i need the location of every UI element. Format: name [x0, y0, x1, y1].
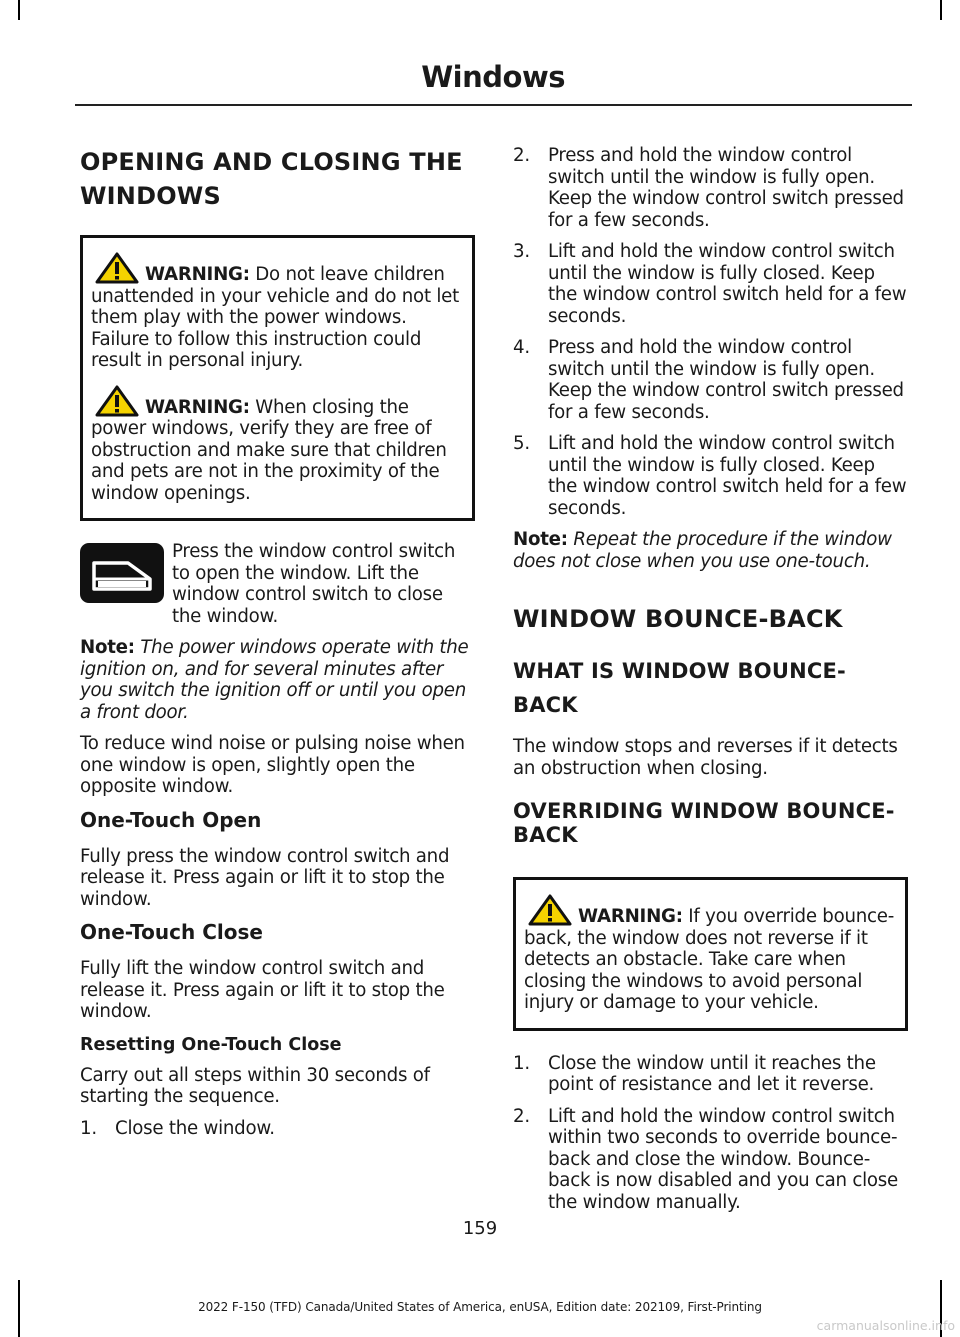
resetting-paragraph: Carry out all steps within 30 seconds of starting the sequence. — [80, 1064, 430, 1107]
override-steps-list — [513, 1053, 908, 1214]
warning-label: WARNING: — [145, 396, 250, 418]
step-text: Close the window. — [115, 1117, 275, 1139]
list-item — [513, 337, 908, 423]
step-text: Lift and hold the window control switch until the window is fully closed. Keep the window control switch held for a few seconds. — [548, 433, 907, 519]
step-text: Close the window until it reaches the point of resistance and let it reverse. — [548, 1052, 876, 1095]
window-switch-icon — [80, 543, 164, 603]
window-control-block — [80, 541, 475, 627]
warning-text: When closing the power windows, verify they are free of obstruction and make sure that children and pets are not in the proximity of the window openings. — [91, 396, 447, 504]
one-touch-close-paragraph: Fully lift the window control switch and release it. Press again or lift it to stop the window. — [80, 958, 445, 1022]
page-title: Windows — [421, 60, 565, 94]
step-number: 3. — [513, 241, 530, 262]
section-heading-what-is-bounce-back: WHAT IS WINDOW BOUNCE-BACK — [513, 659, 846, 717]
warning-paragraph — [524, 894, 897, 1014]
step-number: 2. — [513, 145, 530, 166]
list-item — [513, 241, 908, 327]
header-divider — [75, 104, 912, 106]
subheading-resetting: Resetting One-Touch Close — [80, 1034, 342, 1055]
warning-text: Do not leave children unattended in your vehicle and do not let them play with the power windows. Failure to follow this instruction could result in personal injury. — [91, 264, 459, 371]
note-paragraph — [513, 529, 908, 572]
step-number: 5. — [513, 433, 530, 454]
page-number: 159 — [462, 1218, 498, 1239]
note-paragraph — [80, 637, 475, 723]
section-heading-bounce-back: WINDOW BOUNCE-BACK — [513, 605, 843, 633]
what-is-paragraph: The window stops and reverses if it detects an obstruction when closing. — [513, 736, 898, 779]
note-label: Note: — [80, 637, 135, 658]
step-number: 1. — [513, 1052, 530, 1074]
window-control-text: Press the window control switch to open the window. Lift the window control switch to close the window. — [172, 541, 456, 627]
section-heading-opening-closing: OPENING AND CLOSING THE WINDOWS — [80, 148, 463, 210]
warning-triangle-icon — [95, 385, 139, 417]
list-item — [513, 145, 908, 231]
crop-mark-top-left — [18, 0, 20, 20]
wind-noise-paragraph: To reduce wind noise or pulsing noise when one window is open, slightly open the opposite window. — [80, 733, 465, 797]
warning-text: If you override bounce-back, the window does not reverse if it detects an obstacle. Take care when closing the windows to avoid personal injury or damage to your vehicle. — [524, 906, 895, 1013]
warning-label: WARNING: — [578, 906, 683, 927]
warning-box — [80, 235, 475, 521]
note-text: Repeat the procedure if the window does not close when you use one-touch. — [513, 529, 892, 572]
left-column — [80, 145, 475, 1149]
section-heading-overriding: OVERRIDING WINDOW BOUNCE-BACK — [513, 799, 895, 847]
step-number: 2. — [513, 1105, 530, 1127]
warning-box — [513, 877, 908, 1031]
step-text: Lift and hold the window control switch until the window is fully closed. Keep the window control switch held for a few seconds. — [548, 241, 907, 327]
reset-steps-list-continued — [513, 145, 908, 519]
list-item — [513, 433, 908, 519]
warning-label: WARNING: — [145, 264, 250, 285]
step-text: Press and hold the window control switch until the window is fully open. Keep the window control switch pressed for a few seconds. — [548, 337, 904, 423]
warning-triangle-icon — [95, 252, 139, 284]
watermark: carmanualsonline.info — [816, 1318, 955, 1333]
note-text: The power windows operate with the ignition on, and for several minutes after you switch the ignition off or until you open a front door. — [80, 637, 469, 723]
step-text: Lift and hold the window control switch within two seconds to override bounce-back and close the window. Bounce-back is now disabled and you can close the window manually. — [548, 1105, 898, 1213]
list-item — [80, 1118, 475, 1140]
step-number: 1. — [80, 1117, 97, 1139]
right-column — [513, 145, 908, 1223]
subheading-one-touch-close: One-Touch Close — [80, 920, 263, 944]
crop-mark-top-right — [940, 0, 942, 20]
footer-edition-info: 2022 F-150 (TFD) Canada/United States of America, enUSA, Edition date: 202109, First-Printing — [198, 1300, 762, 1314]
warning-triangle-icon — [528, 894, 572, 926]
reset-steps-list — [80, 1118, 475, 1140]
subheading-one-touch-open: One-Touch Open — [80, 807, 262, 832]
warning-paragraph — [91, 252, 464, 372]
step-number: 4. — [513, 337, 530, 358]
list-item — [513, 1106, 908, 1214]
step-text: Press and hold the window control switch until the window is fully open. Keep the window control switch pressed for a few seconds. — [548, 145, 904, 231]
warning-paragraph — [91, 385, 464, 505]
note-label: Note: — [513, 529, 568, 550]
list-item — [513, 1053, 908, 1096]
one-touch-open-paragraph: Fully press the window control switch and release it. Press again or lift it to stop the window. — [80, 845, 450, 910]
